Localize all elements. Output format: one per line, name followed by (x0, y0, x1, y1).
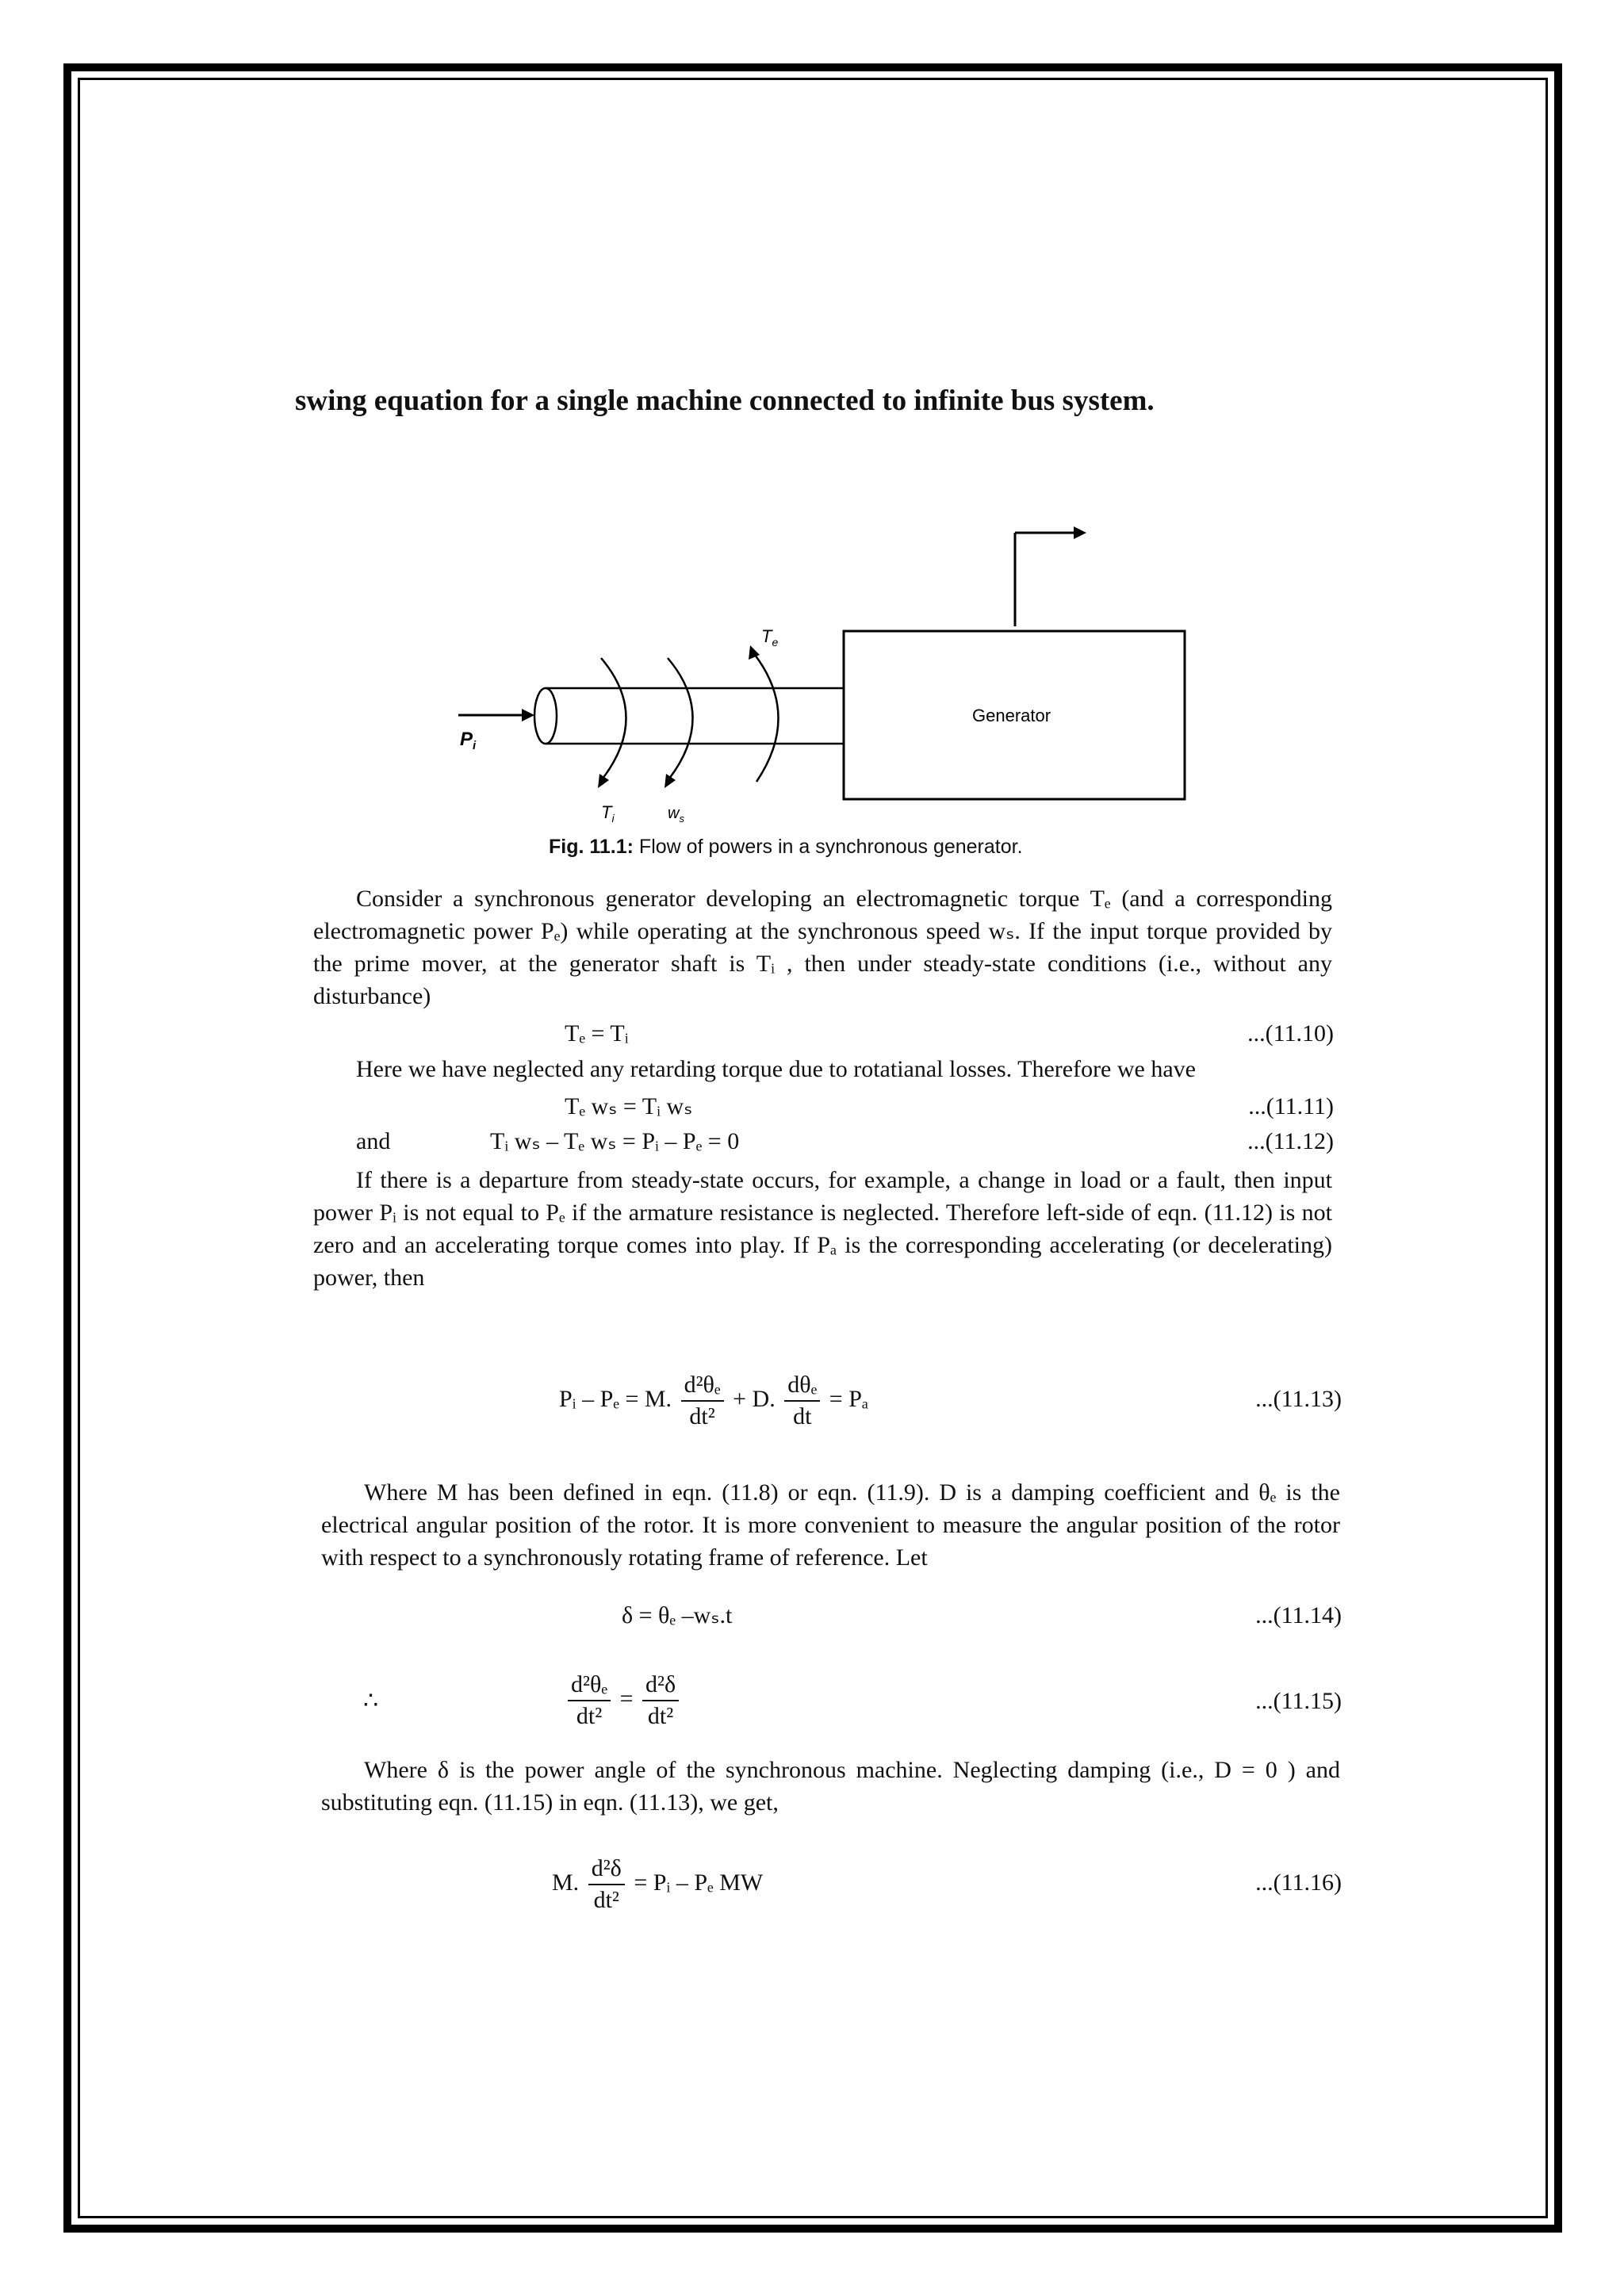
ti-rotation-arc (601, 658, 626, 779)
fraction-1-numerator: d²θₑ (681, 1370, 724, 1402)
figure-caption-text: Flow of powers in a synchronous generator. (633, 836, 1023, 858)
ti-label: $T_i$ (601, 802, 615, 825)
page-heading: swing equation for a single machine connected to infinite bus system. (295, 385, 1155, 417)
te-label: $T_e$ (761, 626, 779, 649)
equation-number-11-12: ...(11.12) (1247, 1128, 1334, 1154)
figure-caption (549, 836, 1023, 859)
equation-11-16-rhs: = Pᵢ – Pₑ MW (634, 1869, 764, 1896)
fraction-denominator: dt² (593, 1887, 619, 1914)
equation-number-11-10: ...(11.10) (1247, 1020, 1334, 1047)
paragraph-4 (321, 1476, 1340, 1574)
equation-11-13-fraction-1 (681, 1370, 724, 1432)
equation-number-11-11: ...(11.11) (1248, 1093, 1334, 1119)
paragraph-4-text: Where M has been defined in eqn. (11.8) or eqn. (11.9). D is a damping coefficient and θₑ is the electrical angular position of the rotor. It is more convenient to measure the angular position of the rotor with respect to a synchronously rotating frame of reference. Let (321, 1479, 1340, 1571)
equation-11-11: Tₑ wₛ = Tᵢ wₛ (565, 1093, 693, 1119)
fraction-1-numerator: d²θₑ (568, 1670, 611, 1701)
paragraph-1 (313, 882, 1332, 1012)
equation-11-15-fraction-2 (642, 1670, 679, 1732)
paragraph-1-text: Consider a synchronous generator developing an electromagnetic torque Tₑ (and a corresponding electromagnetic power Pₑ) while operating at the synchronous speed wₛ. If the input torque provided by the prime mover, at the generator shaft is Tᵢ , then under steady-state conditions (i.e., without any disturbance) (313, 886, 1332, 1009)
equation-11-16 (552, 1847, 763, 1919)
fraction-1-denominator: dt² (576, 1703, 603, 1730)
paragraph-3 (313, 1164, 1332, 1294)
equation-11-15-equals: = (619, 1686, 634, 1712)
equation-11-16-fraction (588, 1854, 625, 1915)
paragraph-5-text: Where δ is the power angle of the synchronous machine. Neglecting damping (i.e., D = 0 ) and substituting eqn. (11.15) in eqn. (11.13), we get, (321, 1757, 1340, 1816)
shaft-end (534, 688, 557, 744)
fraction-2-numerator: d²δ (642, 1670, 679, 1701)
te-rotation-arc (755, 655, 779, 782)
fraction-2-denominator: dt² (647, 1703, 674, 1730)
pi-label: $P_i$ (460, 729, 477, 752)
ws-rotation-arc (668, 658, 693, 779)
pi-arrowhead (522, 709, 534, 721)
equation-11-10: Tₑ = Tᵢ (565, 1020, 629, 1047)
paragraph-2-text: Here we have neglected any retarding torque due to rotatianal losses. Therefore we have (356, 1056, 1196, 1082)
equation-11-15 (565, 1663, 682, 1735)
fraction-2-numerator: dθₑ (784, 1370, 820, 1402)
equation-number-11-14: ...(11.14) (1255, 1602, 1342, 1628)
output-arrowhead (1074, 526, 1086, 539)
equation-11-13-lhs: Pᵢ – Pₑ = M. (559, 1386, 672, 1412)
fraction-numerator: d²δ (588, 1854, 625, 1885)
equation-11-13-mid: + D. (733, 1386, 776, 1412)
equation-11-13-rhs: = Pₐ (829, 1386, 869, 1412)
equation-number-11-13: ...(11.13) (1255, 1386, 1342, 1412)
equation-number-11-16: ...(11.16) (1255, 1869, 1342, 1896)
equation-11-13 (559, 1364, 868, 1435)
equation-11-12: Tᵢ wₛ – Tₑ wₛ = Pᵢ – Pₑ = 0 (490, 1128, 740, 1154)
figure-caption-number: Fig. 11.1: (549, 836, 634, 858)
paragraph-5 (321, 1754, 1340, 1819)
paragraph-2 (313, 1053, 1332, 1085)
equation-11-15-fraction-1 (568, 1670, 611, 1732)
equation-11-16-lhs: M. (552, 1869, 580, 1896)
fraction-2-denominator: dt (793, 1403, 812, 1430)
fraction-1-denominator: dt² (689, 1403, 715, 1430)
equation-11-12-prefix: and (356, 1128, 391, 1154)
equation-11-14: δ = θₑ –wₛ.t (622, 1602, 733, 1628)
equation-number-11-15: ...(11.15) (1255, 1688, 1342, 1714)
ws-label: $w_s$ (668, 805, 684, 825)
paragraph-3-text: If there is a departure from steady-state occurs, for example, a change in load or a fault, then input power Pᵢ is not equal to Pₑ if the armature resistance is neglected. Therefore left-side of eqn. (11.12) is not zero and an accelerating torque comes into play. If Pₐ is the corresponding accelerating (or decelerating) power, then (313, 1167, 1332, 1291)
generator-label: Generator (972, 706, 1051, 725)
equation-11-13-fraction-2 (784, 1370, 820, 1432)
equation-11-15-prefix: ∴ (363, 1688, 379, 1714)
synchronous-generator-figure (452, 523, 1245, 856)
